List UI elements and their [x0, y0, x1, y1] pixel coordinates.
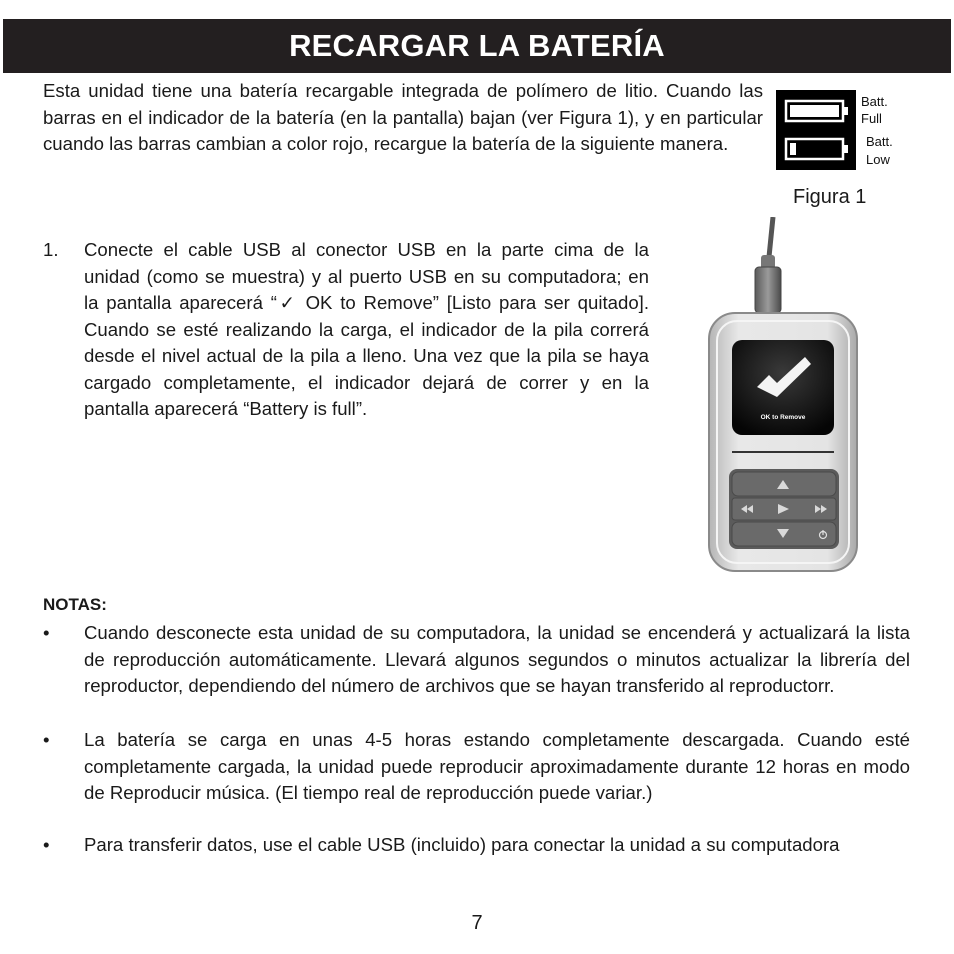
bullet-marker-2: • — [43, 729, 50, 750]
batt-full-label-1: Batt. — [861, 94, 888, 109]
intro-paragraph: Esta unidad tiene una batería recargable integrada de polímero de litio. Cuando las barras en el indicador de la batería (en la pantalla) bajan (ver Figura 1), y en particular cuando las barras cambian a color rojo, recargue la batería de la siguiente manera. — [43, 80, 763, 154]
note-item-2: La batería se carga en unas 4-5 horas estando completamente descargada. Cuando esté completamente cargada, la unidad puede reproducir aproximadamente durante 12 horas en modo de Reproducir música. (El tiempo real de reproducción puede variar.) — [84, 729, 910, 803]
player-buttons — [729, 469, 839, 549]
note-item-3: Para transferir datos, use el cable USB (incluido) para conectar la unidad a su computadora — [84, 834, 840, 855]
screen-text: OK to Remove — [760, 414, 806, 421]
usb-cable — [755, 217, 781, 313]
divider-line — [732, 451, 834, 453]
step-number: 1. — [43, 239, 59, 260]
batt-full-label-2: Full — [861, 111, 882, 126]
bullet-marker-3: • — [43, 834, 50, 855]
notes-title: NOTAS: — [43, 595, 107, 614]
title-bar — [3, 19, 951, 73]
bullet-marker-1: • — [43, 622, 50, 643]
figure-caption: Figura 1 — [793, 186, 867, 208]
player-illustration — [707, 217, 859, 573]
battery-figure — [776, 90, 904, 180]
batt-low-label-1: Batt. — [866, 134, 893, 149]
note-item-1: Cuando desconecte esta unidad de su computadora, la unidad se encenderá y actualizará la lista de reproducción automáticamente. Llevará algunos segundos o minutos actualizar la librería del reproductor, dependiendo del número de archivos que se hayan transferido al reproductorr. — [84, 622, 910, 696]
batt-low-label-2: Low — [866, 152, 890, 167]
page-number: 7 — [471, 912, 483, 934]
player-screen — [732, 340, 834, 435]
page-title: RECARGAR LA BATERÍA — [289, 28, 665, 63]
step-1-text: Conecte el cable USB al conector USB en la parte cima de la unidad (como se muestra) y al puerto USB en su computadora; en la pantalla aparecerá “✓ OK to Remove” [Listo para ser quitado]. Cuando se esté realizando la carga, el indicador de la pila correrá desde el nivel actual de la pila a lleno. Una vez que la pila se haya cargado completamente, el indicador dejará de correr y en la pantalla aparecerá “Battery is full”. — [84, 239, 649, 419]
